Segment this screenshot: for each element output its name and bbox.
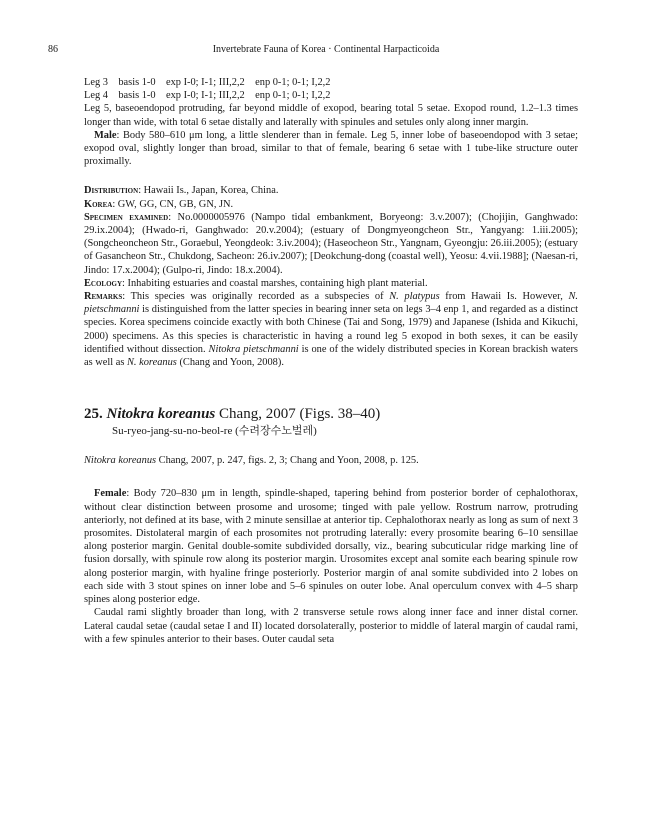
page-body [84, 76, 578, 646]
female-paragraph: Female: Body 720–830 μm in length, spindle-shaped, tapering behind from posterior border of cephalothorax, without clear distinction between prosome and urosome; tinged with pale yellow. Rostrum narrow, protruding anteriorly, not defined at its base, with 2 minute sensillae at anterior tip. Cephalothorax nearly as long as sum of next 3 prosomites. Distolateral margin of each prosomites not protruding laterally: every prosomite bearing 6–10 sensillae along posterior margin. Genital double-somite subdivided dorsally, viz., bearing subcuticular ridge marking line of fusion dorsally, with spinule row along its posterior margin. Urosomites except anal somite each bearing spinule row along posterior margin, with hyaline fringe posteriorly. Posterior margin of anal somite subdivided into 2 lobes on each side with 3 stout spines on inner lobe and 5–6 spinules on outer lobe. Anal operculum convex with 4–5 sharp spines along posterior edge. [84, 488, 578, 606]
running-title: Invertebrate Fauna of Korea · Continental Harpacticoida [212, 44, 440, 55]
specimen-paragraph: Specimen examined: No.0000005976 (Nampo tidal embankment, Boryeong: 3.v.2007); (Chojijin, Ganghwado: 29.ix.2004); (Hwado-ri, Ganghwado: 20.v.2004); (estuary of Dongmyeongcheon Str., Yangyang: 1.iii.2005); (Songcheoncheon Str., Goraebul, Yeongdeok: 3.iv.2004); (Haseocheon Str., Yangnam, Gyeongju: 26.iii.2005); (estuary of Gasancheon Str., Chukdong, Sacheon: 26.iv.2007); [Deokchung-dong (coastal well), Yeosu: 4.vii.1988]; (Naesan-ri, Jindo: 17.x.2004); (Gulpo-ri, Jindo: 18.x.2004). [84, 211, 578, 276]
leg-row-4: Leg 4 basis 1-0 exp I-0; I-1; III,2,2 enp 0-1; 0-1; I,2,2 [84, 90, 331, 102]
caudal-paragraph: Caudal rami slightly broader than long, with 2 transverse setule rows along inner face and inner distal corner. Lateral caudal setae (caudal setae I and II) located dorsolaterally, posterior to middle of lateral margin of caudal rami, with a few spinules anterior to their bases. Outer caudal seta [84, 607, 578, 645]
leg-row-3: Leg 3 basis 1-0 exp I-0; I-1; III,2,2 enp 0-1; 0-1; I,2,2 [84, 77, 331, 88]
korea-paragraph: Korea: GW, GG, CN, GB, GN, JN. [84, 198, 234, 210]
male-label: Male [94, 129, 117, 141]
distribution-paragraph: Distribution: Hawaii Is., Japan, Korea, China. [84, 185, 279, 197]
page-number: 86 [48, 44, 58, 55]
male-paragraph: Male: Body 580–610 μm long, a little slenderer than in female. Leg 5, inner lobe of baseoendopod with 3 setae; exopod oval, slightly longer than broad, similar to that of female, bearing 6 setae with 1 tube-like structure outer proximally. [84, 129, 578, 168]
female-label: Female [94, 488, 127, 500]
remarks-paragraph: Remarks: This species was originally recorded as a subspecies of N. platypus from Hawaii Is. However, N. pietschmanni is distinguished from the latter species in bearing inner seta on legs 3–4 enp 1, and regarded as a distinct species. Korea specimens coincide exactly with both Chinese (Tai and Song, 1979) and Japanese (Ishida and Kikuchi, 2000) specimens. As this species is characteristic in having a round leg 5 exopod in both sexes, it can be easily identified without dissection. Nitokra pietschmanni is one of the widely distributed species in Korean brackish waters as well as N. koreanus (Chang and Yoon, 2008). [84, 291, 578, 369]
species-title: 25. Nitokra koreanus Chang, 2007 (Figs. 38–40) [84, 406, 381, 423]
korean-name: Su-ryeo-jang-su-no-beol-re (수려장수노벌레) [112, 425, 317, 438]
leg5-description: Leg 5, baseoendopod protruding, far beyond middle of exopod, bearing total 5 setae. Exopod round, 1.2–1.3 times longer than wide, with total 6 setae distally and laterally with spinules and setules only along inner margin. [84, 103, 578, 128]
page-header [48, 44, 604, 58]
citation: Nitokra koreanus Chang, 2007, p. 247, figs. 2, 3; Chang and Yoon, 2008, p. 125. [84, 455, 419, 467]
ecology-paragraph: Ecology: Inhabiting estuaries and coastal marshes, containing high plant material. [84, 277, 428, 289]
